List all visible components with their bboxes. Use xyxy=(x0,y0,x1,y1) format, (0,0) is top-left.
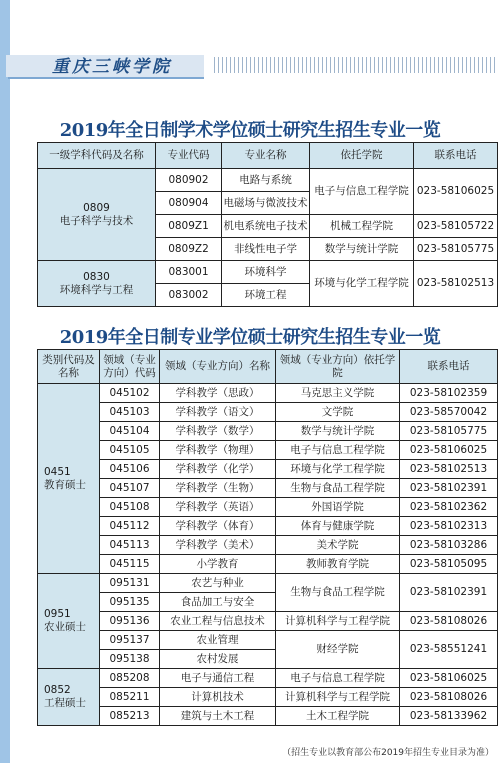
field-name: 农业管理 xyxy=(160,631,276,650)
col-header-category: 类别代码及名称 xyxy=(38,350,100,384)
field-code: 045102 xyxy=(100,384,160,403)
field-name: 建筑与土木工程 xyxy=(160,707,276,726)
col-header-field-code: 领域（专业方向）代码 xyxy=(100,350,160,384)
field-code: 085213 xyxy=(100,707,160,726)
field-name: 农艺与种业 xyxy=(160,574,276,593)
footnote: （招生专业以教育部公布2019年招生专业目录为准） xyxy=(282,748,494,758)
table-row xyxy=(38,707,498,726)
field-name: 学科教学（数学） xyxy=(160,422,276,441)
category-group: 0852 工程硕士 xyxy=(38,669,100,726)
field-name: 小学教育 xyxy=(160,555,276,574)
college: 计算机科学与工程学院 xyxy=(276,612,400,631)
field-name: 学科教学（思政） xyxy=(160,384,276,403)
table-row xyxy=(38,631,498,650)
category-group: 0451 教育硕士 xyxy=(38,384,100,574)
table-row xyxy=(38,574,498,593)
major-code: 0809Z2 xyxy=(156,238,222,261)
table-row xyxy=(38,261,498,284)
field-code: 095135 xyxy=(100,593,160,612)
major-code: 080902 xyxy=(156,169,222,192)
field-code: 045105 xyxy=(100,441,160,460)
college: 电子与信息工程学院 xyxy=(276,441,400,460)
major-name: 环境工程 xyxy=(222,284,310,307)
logo-rule xyxy=(8,77,204,79)
hatch-pattern xyxy=(214,57,498,73)
table-row xyxy=(38,384,498,403)
col-header-phone: 联系电话 xyxy=(414,143,498,169)
phone: 023-58133962 xyxy=(400,707,498,726)
table-row xyxy=(38,555,498,574)
college: 机械工程学院 xyxy=(310,215,414,238)
table-row xyxy=(38,669,498,688)
col-header-major-name: 专业名称 xyxy=(222,143,310,169)
table-row xyxy=(38,169,498,192)
col-header-discipline: 一级学科代码及名称 xyxy=(38,143,156,169)
phone: 023-58102391 xyxy=(400,479,498,498)
col-header-college: 领域（专业方向）依托学院 xyxy=(276,350,400,384)
field-name: 学科教学（语文） xyxy=(160,403,276,422)
table-row xyxy=(38,403,498,422)
field-name: 电子与通信工程 xyxy=(160,669,276,688)
table-header-row xyxy=(38,350,498,384)
phone: 023-58102391 xyxy=(400,574,498,612)
phone: 023-58106025 xyxy=(414,169,498,215)
table-row xyxy=(38,479,498,498)
college: 外国语学院 xyxy=(276,498,400,517)
field-name: 学科教学（化学） xyxy=(160,460,276,479)
college: 生物与食品工程学院 xyxy=(276,479,400,498)
major-name: 电磁场与微波技术 xyxy=(222,192,310,215)
major-name: 环境科学 xyxy=(222,261,310,284)
phone: 023-58108026 xyxy=(400,612,498,631)
professional-degree-table xyxy=(37,349,498,726)
field-name: 学科教学（美术） xyxy=(160,536,276,555)
major-code: 083001 xyxy=(156,261,222,284)
table-row xyxy=(38,422,498,441)
college: 文学院 xyxy=(276,403,400,422)
major-code: 083002 xyxy=(156,284,222,307)
field-name: 学科教学（英语） xyxy=(160,498,276,517)
phone: 023-58102313 xyxy=(400,517,498,536)
table-row xyxy=(38,517,498,536)
table2-title: 2019年全日制专业学位硕士研究生招生专业一览 xyxy=(59,327,441,348)
phone: 023-58102513 xyxy=(400,460,498,479)
field-code: 095138 xyxy=(100,650,160,669)
college: 电子与信息工程学院 xyxy=(276,669,400,688)
college: 财经学院 xyxy=(276,631,400,669)
major-name: 机电系统电子技术 xyxy=(222,215,310,238)
field-code: 095136 xyxy=(100,612,160,631)
field-name: 食品加工与安全 xyxy=(160,593,276,612)
field-code: 045107 xyxy=(100,479,160,498)
major-code: 0809Z1 xyxy=(156,215,222,238)
field-name: 农村发展 xyxy=(160,650,276,669)
field-name: 农业工程与信息技术 xyxy=(160,612,276,631)
field-code: 095131 xyxy=(100,574,160,593)
phone: 023-58102513 xyxy=(414,261,498,307)
table-row xyxy=(38,460,498,479)
college: 美术学院 xyxy=(276,536,400,555)
phone: 023-58106025 xyxy=(400,669,498,688)
major-name: 非线性电子学 xyxy=(222,238,310,261)
table-header-row xyxy=(38,143,498,169)
field-code: 095137 xyxy=(100,631,160,650)
discipline-group: 0809 电子科学与技术 xyxy=(38,169,156,261)
field-code: 085211 xyxy=(100,688,160,707)
field-code: 045113 xyxy=(100,536,160,555)
university-logo: 重庆三峡学院 xyxy=(52,57,172,77)
college: 马克思主义学院 xyxy=(276,384,400,403)
table-row xyxy=(38,612,498,631)
phone: 023-58108026 xyxy=(400,688,498,707)
phone: 023-58106025 xyxy=(400,441,498,460)
college: 环境与化学工程学院 xyxy=(310,261,414,307)
phone: 023-58570042 xyxy=(400,403,498,422)
col-header-major-code: 专业代码 xyxy=(156,143,222,169)
col-header-phone: 联系电话 xyxy=(400,350,498,384)
table-row xyxy=(38,688,498,707)
college: 体育与健康学院 xyxy=(276,517,400,536)
college: 生物与食品工程学院 xyxy=(276,574,400,612)
college: 数学与统计学院 xyxy=(310,238,414,261)
phone: 023-58105775 xyxy=(414,238,498,261)
col-header-college: 依托学院 xyxy=(310,143,414,169)
field-name: 计算机技术 xyxy=(160,688,276,707)
field-name: 学科教学（生物） xyxy=(160,479,276,498)
col-header-field-name: 领域（专业方向）名称 xyxy=(160,350,276,384)
field-code: 045108 xyxy=(100,498,160,517)
college: 环境与化学工程学院 xyxy=(276,460,400,479)
phone: 023-58102362 xyxy=(400,498,498,517)
field-code: 045106 xyxy=(100,460,160,479)
table-row xyxy=(38,441,498,460)
field-code: 045104 xyxy=(100,422,160,441)
field-name: 学科教学（体育） xyxy=(160,517,276,536)
major-name: 电路与系统 xyxy=(222,169,310,192)
phone: 023-58105095 xyxy=(400,555,498,574)
field-code: 045103 xyxy=(100,403,160,422)
phone: 023-58551241 xyxy=(400,631,498,669)
college: 土木工程学院 xyxy=(276,707,400,726)
academic-degree-table xyxy=(37,142,498,307)
table-row xyxy=(38,536,498,555)
side-stripe xyxy=(0,0,10,763)
phone: 023-58105775 xyxy=(400,422,498,441)
field-code: 085208 xyxy=(100,669,160,688)
college: 教师教育学院 xyxy=(276,555,400,574)
college: 电子与信息工程学院 xyxy=(310,169,414,215)
major-code: 080904 xyxy=(156,192,222,215)
phone: 023-58105722 xyxy=(414,215,498,238)
field-code: 045112 xyxy=(100,517,160,536)
table1-title: 2019年全日制学术学位硕士研究生招生专业一览 xyxy=(59,120,441,141)
table-row xyxy=(38,498,498,517)
college: 计算机科学与工程学院 xyxy=(276,688,400,707)
field-name: 学科教学（物理） xyxy=(160,441,276,460)
category-group: 0951 农业硕士 xyxy=(38,574,100,669)
field-code: 045115 xyxy=(100,555,160,574)
discipline-group: 0830 环境科学与工程 xyxy=(38,261,156,307)
phone: 023-58102359 xyxy=(400,384,498,403)
college: 数学与统计学院 xyxy=(276,422,400,441)
phone: 023-58103286 xyxy=(400,536,498,555)
